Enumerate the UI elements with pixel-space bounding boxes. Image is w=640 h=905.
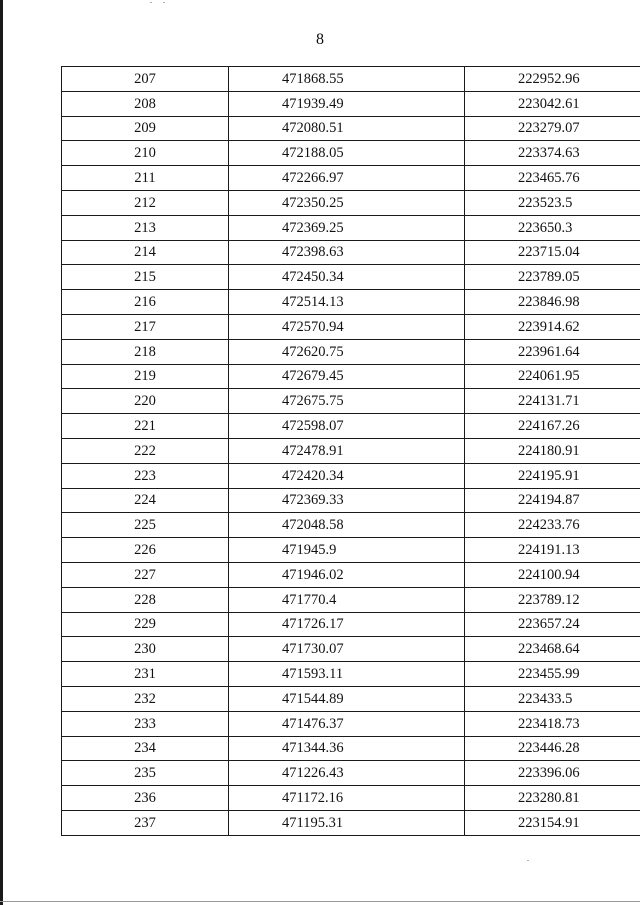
y-coordinate-cell: 223396.06 xyxy=(465,761,640,786)
y-coordinate-cell: 223468.64 xyxy=(465,637,640,662)
table-row xyxy=(62,141,640,166)
x-coordinate-cell: 471544.89 xyxy=(229,686,465,711)
y-coordinate-cell: 223465.76 xyxy=(465,166,640,191)
x-coordinate-cell: 471868.55 xyxy=(229,67,465,92)
x-coordinate-cell: 472398.63 xyxy=(229,240,465,265)
table-row xyxy=(62,538,640,563)
x-coordinate-cell: 471726.17 xyxy=(229,612,465,637)
point-number-cell: 208 xyxy=(62,91,229,116)
y-coordinate-cell: 222952.96 xyxy=(465,67,640,92)
y-coordinate-cell: 223846.98 xyxy=(465,290,640,315)
point-number-cell: 234 xyxy=(62,736,229,761)
x-coordinate-cell: 472266.97 xyxy=(229,166,465,191)
y-coordinate-cell: 223455.99 xyxy=(465,662,640,687)
y-coordinate-cell: 223446.28 xyxy=(465,736,640,761)
point-number-cell: 219 xyxy=(62,364,229,389)
x-coordinate-cell: 472080.51 xyxy=(229,116,465,141)
table-row xyxy=(62,463,640,488)
point-number-cell: 237 xyxy=(62,810,229,835)
table-row xyxy=(62,786,640,811)
y-coordinate-cell: 223280.81 xyxy=(465,786,640,811)
point-number-cell: 214 xyxy=(62,240,229,265)
x-coordinate-cell: 472620.75 xyxy=(229,339,465,364)
x-coordinate-cell: 471226.43 xyxy=(229,761,465,786)
y-coordinate-cell: 223418.73 xyxy=(465,711,640,736)
y-coordinate-cell: 223154.91 xyxy=(465,810,640,835)
scan-speck xyxy=(150,2,152,3)
table-row xyxy=(62,637,640,662)
point-number-cell: 220 xyxy=(62,389,229,414)
point-number-cell: 212 xyxy=(62,190,229,215)
x-coordinate-cell: 472675.75 xyxy=(229,389,465,414)
y-coordinate-cell: 223650.3 xyxy=(465,215,640,240)
x-coordinate-cell: 472679.45 xyxy=(229,364,465,389)
y-coordinate-cell: 223433.5 xyxy=(465,686,640,711)
x-coordinate-cell: 472478.91 xyxy=(229,438,465,463)
coordinates-table xyxy=(61,66,640,836)
y-coordinate-cell: 223374.63 xyxy=(465,141,640,166)
x-coordinate-cell: 472514.13 xyxy=(229,290,465,315)
point-number-cell: 209 xyxy=(62,116,229,141)
table-row xyxy=(62,116,640,141)
x-coordinate-cell: 471172.16 xyxy=(229,786,465,811)
table-row xyxy=(62,215,640,240)
x-coordinate-cell: 472369.25 xyxy=(229,215,465,240)
y-coordinate-cell: 223657.24 xyxy=(465,612,640,637)
table-row xyxy=(62,761,640,786)
table-row xyxy=(62,612,640,637)
y-coordinate-cell: 223961.64 xyxy=(465,339,640,364)
scan-speck xyxy=(163,2,165,3)
y-coordinate-cell: 224167.26 xyxy=(465,414,640,439)
x-coordinate-cell: 471730.07 xyxy=(229,637,465,662)
table-row xyxy=(62,587,640,612)
table-row xyxy=(62,265,640,290)
point-number-cell: 226 xyxy=(62,538,229,563)
y-coordinate-cell: 224191.13 xyxy=(465,538,640,563)
table-row xyxy=(62,91,640,116)
point-number-cell: 221 xyxy=(62,414,229,439)
x-coordinate-cell: 471946.02 xyxy=(229,562,465,587)
x-coordinate-cell: 471593.11 xyxy=(229,662,465,687)
x-coordinate-cell: 472450.34 xyxy=(229,265,465,290)
x-coordinate-cell: 472048.58 xyxy=(229,513,465,538)
y-coordinate-cell: 223523.5 xyxy=(465,190,640,215)
y-coordinate-cell: 223042.61 xyxy=(465,91,640,116)
x-coordinate-cell: 471939.49 xyxy=(229,91,465,116)
table-row xyxy=(62,810,640,835)
x-coordinate-cell: 472598.07 xyxy=(229,414,465,439)
point-number-cell: 215 xyxy=(62,265,229,290)
table-row xyxy=(62,190,640,215)
table-row xyxy=(62,314,640,339)
table-row xyxy=(62,414,640,439)
table-row xyxy=(62,389,640,414)
x-coordinate-cell: 471945.9 xyxy=(229,538,465,563)
point-number-cell: 223 xyxy=(62,463,229,488)
x-coordinate-cell: 471770.4 xyxy=(229,587,465,612)
point-number-cell: 232 xyxy=(62,686,229,711)
point-number-cell: 231 xyxy=(62,662,229,687)
x-coordinate-cell: 471344.36 xyxy=(229,736,465,761)
point-number-cell: 210 xyxy=(62,141,229,166)
point-number-cell: 217 xyxy=(62,314,229,339)
point-number-cell: 224 xyxy=(62,488,229,513)
point-number-cell: 228 xyxy=(62,587,229,612)
table-row xyxy=(62,240,640,265)
y-coordinate-cell: 223715.04 xyxy=(465,240,640,265)
point-number-cell: 225 xyxy=(62,513,229,538)
y-coordinate-cell: 224194.87 xyxy=(465,488,640,513)
x-coordinate-cell: 472570.94 xyxy=(229,314,465,339)
scan-speck xyxy=(527,860,529,861)
table-row xyxy=(62,488,640,513)
x-coordinate-cell: 472369.33 xyxy=(229,488,465,513)
point-number-cell: 216 xyxy=(62,290,229,315)
y-coordinate-cell: 224061.95 xyxy=(465,364,640,389)
table-row xyxy=(62,339,640,364)
point-number-cell: 236 xyxy=(62,786,229,811)
x-coordinate-cell: 472350.25 xyxy=(229,190,465,215)
table-row xyxy=(62,711,640,736)
point-number-cell: 207 xyxy=(62,67,229,92)
y-coordinate-cell: 224180.91 xyxy=(465,438,640,463)
x-coordinate-cell: 471195.31 xyxy=(229,810,465,835)
table-row xyxy=(62,513,640,538)
y-coordinate-cell: 223789.05 xyxy=(465,265,640,290)
table-row xyxy=(62,67,640,92)
point-number-cell: 213 xyxy=(62,215,229,240)
point-number-cell: 211 xyxy=(62,166,229,191)
y-coordinate-cell: 224131.71 xyxy=(465,389,640,414)
table-row xyxy=(62,166,640,191)
page-number: 8 xyxy=(316,31,324,48)
point-number-cell: 230 xyxy=(62,637,229,662)
point-number-cell: 218 xyxy=(62,339,229,364)
table-row xyxy=(62,686,640,711)
table-row xyxy=(62,290,640,315)
table-row xyxy=(62,438,640,463)
point-number-cell: 233 xyxy=(62,711,229,736)
scan-bottom-edge xyxy=(0,901,640,902)
point-number-cell: 235 xyxy=(62,761,229,786)
table-row xyxy=(62,364,640,389)
y-coordinate-cell: 224233.76 xyxy=(465,513,640,538)
coordinates-table-body xyxy=(62,67,640,836)
point-number-cell: 227 xyxy=(62,562,229,587)
table-row xyxy=(62,562,640,587)
scan-left-edge xyxy=(0,0,3,905)
x-coordinate-cell: 472188.05 xyxy=(229,141,465,166)
x-coordinate-cell: 472420.34 xyxy=(229,463,465,488)
y-coordinate-cell: 223789.12 xyxy=(465,587,640,612)
y-coordinate-cell: 223279.07 xyxy=(465,116,640,141)
table-row xyxy=(62,736,640,761)
x-coordinate-cell: 471476.37 xyxy=(229,711,465,736)
y-coordinate-cell: 224100.94 xyxy=(465,562,640,587)
point-number-cell: 222 xyxy=(62,438,229,463)
point-number-cell: 229 xyxy=(62,612,229,637)
y-coordinate-cell: 224195.91 xyxy=(465,463,640,488)
table-row xyxy=(62,662,640,687)
y-coordinate-cell: 223914.62 xyxy=(465,314,640,339)
